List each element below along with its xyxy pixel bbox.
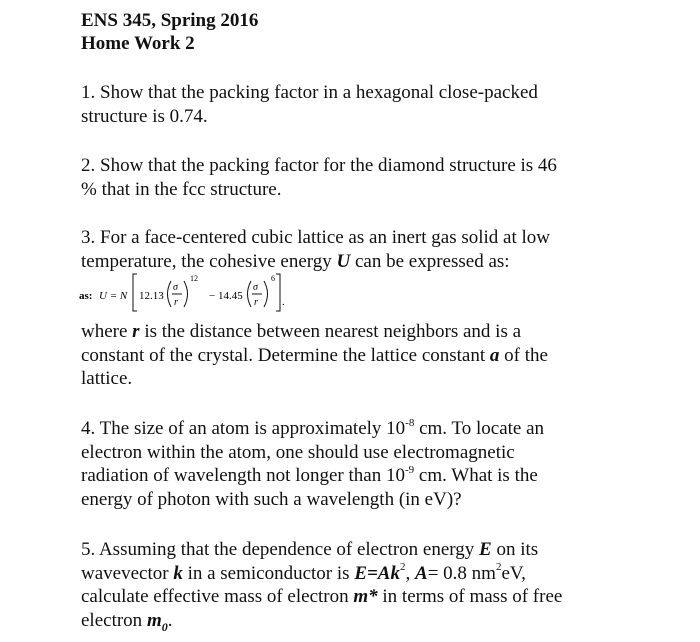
q5-line2-text: wavevector [81, 562, 174, 584]
q3-line3 [81, 320, 641, 344]
q5-line4-period: . [167, 609, 173, 631]
formula-r-2: r [254, 297, 258, 308]
formula-exp-6: 6 [271, 274, 275, 283]
q5-line1 [81, 538, 641, 562]
symbol-a: a [489, 344, 500, 366]
paren-1-right [184, 281, 188, 307]
assignment-title: Home Work 2 [81, 33, 195, 54]
exponent-nm-2: 2 [495, 561, 502, 574]
formula-prefix: as: [79, 290, 93, 302]
q5-line2-value: = 0.8 nm [427, 562, 496, 584]
question-1 [81, 81, 641, 128]
exponent-minus-8: -8 [405, 416, 415, 429]
q4-line1 [81, 417, 641, 441]
formula-coef1: 12.13 [139, 290, 164, 302]
symbol-k: k [173, 562, 183, 584]
question-2 [81, 154, 641, 201]
q3-line5: lattice. [81, 368, 133, 389]
q3-line1: 3. For a face-centered cubic lattice as an inert gas solid at low [81, 227, 550, 248]
symbol-m0: m [146, 609, 162, 631]
formula-exp-12: 12 [190, 274, 198, 283]
paren-2-left [248, 281, 252, 307]
q5-line2-text-mid: in a semiconductor is [182, 562, 355, 584]
q5-line3-text-end: in terms of mass of free [377, 586, 563, 607]
q2-line2: % that in the fcc structure. [81, 178, 282, 200]
equation-E-Ak: E=Ak [354, 562, 400, 584]
question-3-intro [81, 226, 641, 273]
right-bracket [276, 274, 280, 311]
q4-line3-text: radiation of wavelength not longer than 10 [81, 465, 405, 486]
symbol-r: r [132, 321, 140, 342]
q3-line4-text: constant of the crystal. Determine the lattice constant [81, 344, 490, 366]
cohesive-energy-formula [79, 267, 309, 317]
q5-line3-text: calculate effective mass of electron [81, 586, 354, 607]
q3-line3-text-end: is the distance between nearest neighbors and is a [139, 321, 522, 342]
exponent-2: 2 [400, 561, 406, 574]
formula-r-1: r [174, 297, 178, 308]
q3-line4-text-end: of the [499, 344, 548, 366]
formula-sigma-1: σ [173, 282, 178, 293]
q3-line4 [81, 344, 641, 368]
paren-1-left [168, 281, 172, 307]
symbol-m-star: m* [353, 586, 378, 607]
symbol-A: A [415, 562, 428, 584]
subscript-0: 0 [161, 619, 168, 634]
q5-line3 [81, 585, 641, 609]
course-title: ENS 345, Spring 2016 [81, 10, 259, 31]
q4-line1-text: 4. The size of an atom is approximately 10 [81, 418, 406, 439]
q3-line2-text: temperature, the cohesive energy [81, 250, 337, 272]
q4-line3-text-end: cm. What is the [414, 465, 538, 486]
formula-period: . [282, 296, 285, 308]
symbol-U: U [336, 250, 351, 272]
q4-line1-text-end: cm. To locate an [414, 418, 545, 439]
q3-line2-text-end: can be expressed as: [350, 250, 510, 272]
q4-line3 [81, 464, 641, 488]
question-3-body [81, 320, 641, 391]
q5-line2 [81, 562, 641, 586]
q4-line2: electron within the atom, one should use electromagnetic [81, 441, 515, 463]
exponent-minus-9: -9 [404, 463, 415, 476]
q5-line1-text-end: on its [491, 539, 539, 560]
formula-sigma-2: σ [253, 282, 258, 293]
formula-lhs: U = N [99, 290, 128, 302]
question-4 [81, 417, 641, 511]
paren-2-right [264, 281, 268, 307]
q5-line2-unit: eV, [501, 562, 526, 584]
q2-line1: 2. Show that the packing factor for the diamond structure is 46 [81, 155, 557, 176]
question-5 [81, 538, 641, 639]
symbol-E: E [479, 539, 492, 560]
q3-line3-text: where [81, 321, 133, 342]
q1-line2: structure is 0.74. [81, 105, 208, 127]
q5-line4-text: electron [81, 609, 147, 631]
q5-line2-comma: , [405, 562, 415, 584]
q4-line4: energy of photon with such a wavelength (in eV)? [81, 488, 462, 510]
left-bracket [133, 274, 137, 311]
q5-line4 [81, 609, 641, 639]
formula-coef2: − 14.45 [209, 290, 243, 302]
q5-line1-text: 5. Assuming that the dependence of electron energy [81, 539, 479, 560]
q1-line1: 1. Show that the packing factor in a hexagonal close-packed [81, 82, 538, 103]
